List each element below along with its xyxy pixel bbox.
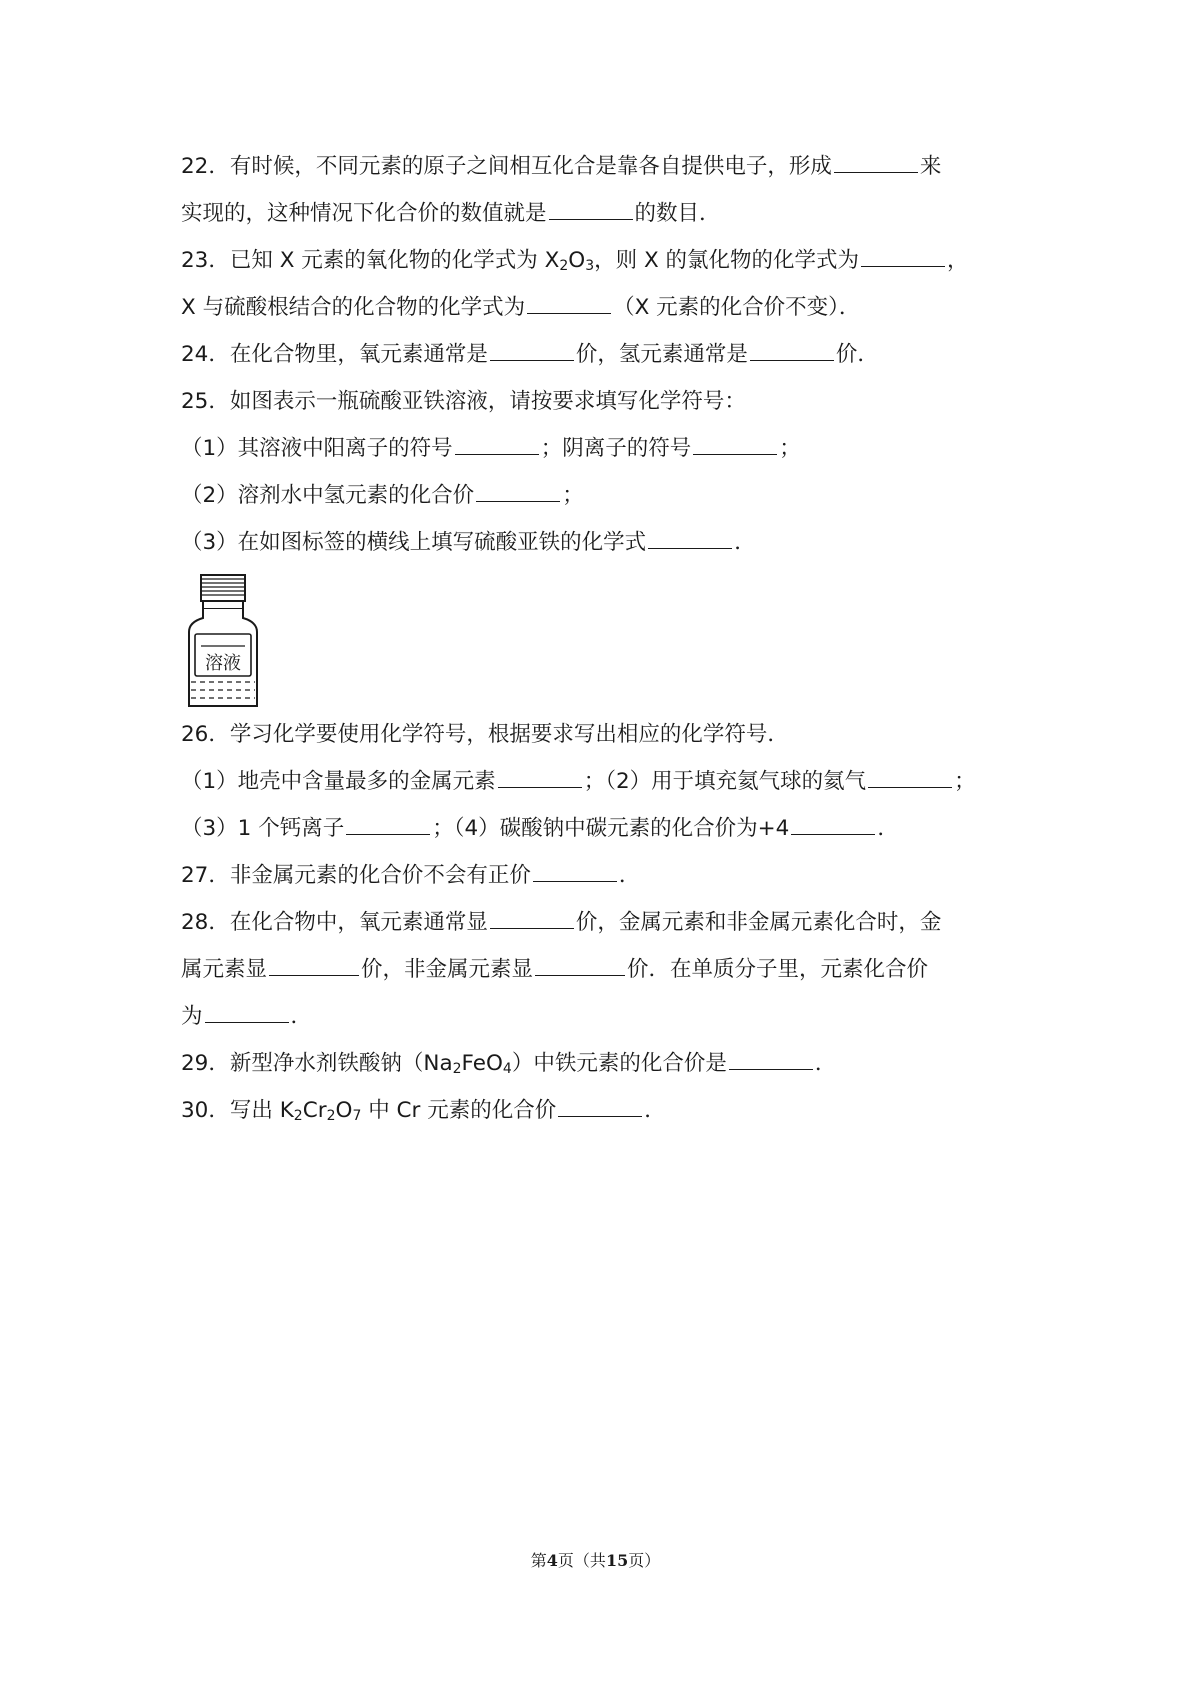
question-list xyxy=(181,143,1023,1134)
question-22-line-2 xyxy=(181,190,1023,237)
question-23-text: ， xyxy=(947,248,969,273)
footer-text: 页（共 xyxy=(557,1551,606,1570)
question-29-text: ）中铁元素的化合价是 xyxy=(511,1051,727,1076)
question-22-text: 实现的，这种情况下化合价的数值就是 xyxy=(181,201,547,226)
total-page-count: 15 xyxy=(605,1551,629,1570)
answer-blank[interactable] xyxy=(535,974,625,976)
question-25-stem xyxy=(181,378,1023,425)
bottle-figure xyxy=(181,566,1023,711)
question-23-line-1 xyxy=(181,237,1023,284)
question-22-text: 来 xyxy=(919,154,942,179)
question-27-text: 27．非金属元素的化合价不会有正价 xyxy=(181,863,531,888)
question-23-text: （X 元素的化合价不变）． xyxy=(613,295,861,320)
answer-blank[interactable] xyxy=(549,218,633,220)
question-26-text: ． xyxy=(877,816,899,841)
answer-blank[interactable] xyxy=(346,833,430,835)
answer-blank[interactable] xyxy=(791,833,875,835)
question-22-line-1 xyxy=(181,143,1023,190)
current-page-number: 4 xyxy=(546,1551,558,1570)
subscript: 3 xyxy=(585,258,595,274)
question-25-text: ；阴离子的符号 xyxy=(540,436,692,461)
question-28-line-3 xyxy=(181,993,1023,1040)
answer-blank[interactable] xyxy=(750,359,834,361)
question-26-line-2 xyxy=(181,805,1023,852)
answer-blank[interactable] xyxy=(693,453,777,455)
question-25-part-1 xyxy=(181,425,1023,472)
question-29-text: FeO xyxy=(461,1051,503,1076)
footer-text: 第 xyxy=(530,1551,547,1570)
answer-blank[interactable] xyxy=(498,786,582,788)
question-25-part-2 xyxy=(181,472,1023,519)
question-26-stem xyxy=(181,711,1023,758)
question-24-text: 价． xyxy=(835,342,879,367)
question-23-text: O xyxy=(568,248,586,273)
question-30-text: O xyxy=(335,1098,353,1123)
reagent-bottle-icon xyxy=(185,574,261,708)
question-30-text: 30．写出 K xyxy=(181,1098,294,1123)
answer-blank[interactable] xyxy=(476,500,560,502)
question-28-text: 28．在化合物中，氧元素通常显 xyxy=(181,910,488,935)
bottle-label-text: 溶液 xyxy=(205,653,241,674)
question-29-text: ． xyxy=(814,1051,837,1076)
subscript: 7 xyxy=(352,1108,362,1124)
answer-blank[interactable] xyxy=(868,786,952,788)
question-25-part-3 xyxy=(181,519,1023,566)
answer-blank[interactable] xyxy=(490,927,574,929)
answer-blank[interactable] xyxy=(527,312,611,314)
answer-blank[interactable] xyxy=(558,1115,642,1117)
question-24-text: 24．在化合物里，氧元素通常是 xyxy=(181,342,488,367)
subscript: 2 xyxy=(452,1061,462,1077)
question-28-line-2 xyxy=(181,946,1023,993)
subscript: 4 xyxy=(502,1061,512,1077)
question-30-text: Cr xyxy=(302,1098,327,1123)
question-28-text: ． xyxy=(290,1004,313,1029)
question-25-text: ； xyxy=(562,483,584,508)
question-22-text: 22．有时候，不同元素的原子之间相互化合是靠各自提供电子，形成 xyxy=(181,154,832,179)
page-footer xyxy=(0,1548,1191,1571)
question-30-text: ． xyxy=(644,1098,666,1123)
question-26-line-1 xyxy=(181,758,1023,805)
question-27 xyxy=(181,852,1023,899)
question-23-line-2 xyxy=(181,284,1023,331)
answer-blank[interactable] xyxy=(648,547,732,549)
question-23-text: 23．已知 X 元素的氧化物的化学式为 X xyxy=(181,248,560,273)
question-24-text: 价，氢元素通常是 xyxy=(575,342,748,367)
question-29-text: 29．新型净水剂铁酸钠（Na xyxy=(181,1051,453,1076)
question-26-text: ；（4）碳酸钠中碳元素的化合价为+4 xyxy=(432,816,790,841)
question-25-text: ． xyxy=(734,530,756,555)
question-25-text: （1）其溶液中阳离子的符号 xyxy=(181,436,453,461)
answer-blank[interactable] xyxy=(205,1021,289,1023)
question-28-text: 为 xyxy=(181,1004,203,1029)
question-25-text: 25．如图表示一瓶硫酸亚铁溶液，请按要求填写化学符号： xyxy=(181,389,746,414)
answer-blank[interactable] xyxy=(490,359,574,361)
question-26-text: ； xyxy=(954,769,976,794)
subscript: 2 xyxy=(293,1108,303,1124)
answer-blank[interactable] xyxy=(455,453,539,455)
question-26-text: （3）1 个钙离子 xyxy=(181,816,345,841)
question-28-text: 价，非金属元素显 xyxy=(361,957,534,982)
question-25-text: ； xyxy=(779,436,801,461)
question-27-text: ． xyxy=(618,863,641,888)
question-28-text: 价，金属元素和非金属元素化合时，金 xyxy=(575,910,942,935)
question-28-text: 属元素显 xyxy=(181,957,268,982)
footer-text: 页） xyxy=(628,1551,661,1570)
question-24 xyxy=(181,331,1023,378)
answer-blank[interactable] xyxy=(533,880,617,882)
question-25-text: （3）在如图标签的横线上填写硫酸亚铁的化学式 xyxy=(181,530,647,555)
subscript: 2 xyxy=(559,258,569,274)
question-26-text: （1）地壳中含量最多的金属元素 xyxy=(181,769,496,794)
subscript: 2 xyxy=(326,1108,336,1124)
answer-blank[interactable] xyxy=(834,171,918,173)
question-26-text: 26．学习化学要使用化学符号，根据要求写出相应的化学符号． xyxy=(181,722,789,747)
answer-blank[interactable] xyxy=(729,1068,813,1070)
question-30 xyxy=(181,1087,1023,1134)
answer-blank[interactable] xyxy=(861,265,945,267)
question-28-text: 价．在单质分子里，元素化合价 xyxy=(627,957,929,982)
question-23-text: X 与硫酸根结合的化合物的化学式为 xyxy=(181,295,526,320)
question-22-text: 的数目． xyxy=(634,201,721,226)
question-25-text: （2）溶剂水中氢元素的化合价 xyxy=(181,483,475,508)
question-29 xyxy=(181,1040,1023,1087)
question-30-text: 中 Cr 元素的化合价 xyxy=(361,1098,557,1123)
question-26-text: ；（2）用于填充氦气球的氦气 xyxy=(583,769,867,794)
question-28-line-1 xyxy=(181,899,1023,946)
answer-blank[interactable] xyxy=(269,974,359,976)
question-23-text: ，则 X 的氯化物的化学式为 xyxy=(594,248,860,273)
